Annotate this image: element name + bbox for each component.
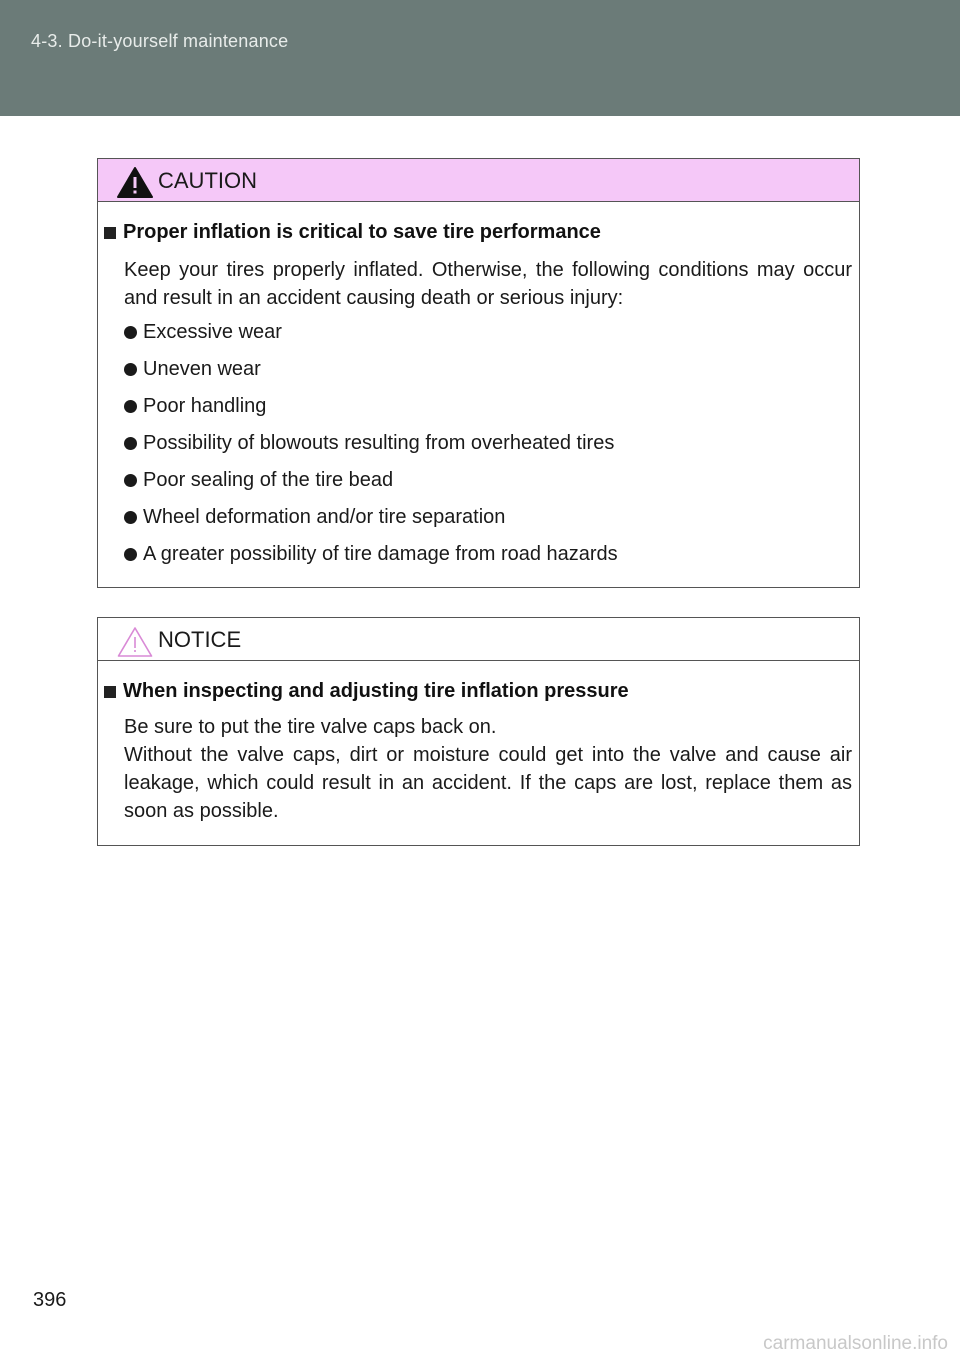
square-bullet-icon (104, 227, 116, 239)
caution-box (97, 158, 860, 588)
notice-line1: Be sure to put the tire valve caps back on. (124, 716, 497, 738)
bullet-dot-icon (124, 548, 137, 561)
notice-heading (104, 680, 629, 703)
list-item: A greater possibility of tire damage from road hazards (124, 536, 618, 573)
bullet-dot-icon (124, 511, 137, 524)
list-item: Poor handling (124, 388, 618, 425)
list-item: Poor sealing of the tire bead (124, 462, 618, 499)
page-number: 396 (33, 1289, 67, 1311)
notice-header (98, 618, 859, 661)
list-item: Possibility of blowouts resulting from overheated tires (124, 425, 618, 462)
notice-line2: Without the valve caps, dirt or moisture could get into the valve and cause air leakage, which could result in an accident. If the caps are lost, replace them as soon as possible. (124, 744, 852, 822)
bullet-dot-icon (124, 437, 137, 450)
caution-intro: Keep your tires properly inflated. Otherwise, the following conditions may occur and result in an accident causing death or serious injury: (124, 259, 852, 309)
caution-header (98, 159, 859, 202)
list-item: Wheel deformation and/or tire separation (124, 499, 618, 536)
list-item: Uneven wear (124, 351, 618, 388)
section-title: 4-3. Do-it-yourself maintenance (31, 31, 289, 51)
page-header (0, 0, 960, 116)
caution-title: CAUTION (158, 168, 257, 193)
list-item: Excessive wear (124, 314, 618, 351)
bullet-dot-icon (124, 400, 137, 413)
bullet-dot-icon (124, 474, 137, 487)
caution-heading (104, 221, 601, 244)
watermark: carmanualsonline.info (763, 1333, 948, 1354)
notice-title: NOTICE (158, 627, 242, 652)
notice-heading-text: When inspecting and adjusting tire inflation pressure (123, 680, 629, 702)
bullet-dot-icon (124, 326, 137, 339)
caution-heading-text: Proper inflation is critical to save tire performance (123, 221, 601, 243)
notice-box (97, 617, 860, 846)
square-bullet-icon (104, 686, 116, 698)
caution-list (124, 314, 618, 573)
warning-triangle-outline-icon (116, 625, 154, 658)
bullet-dot-icon (124, 363, 137, 376)
warning-triangle-filled-icon (116, 166, 154, 199)
